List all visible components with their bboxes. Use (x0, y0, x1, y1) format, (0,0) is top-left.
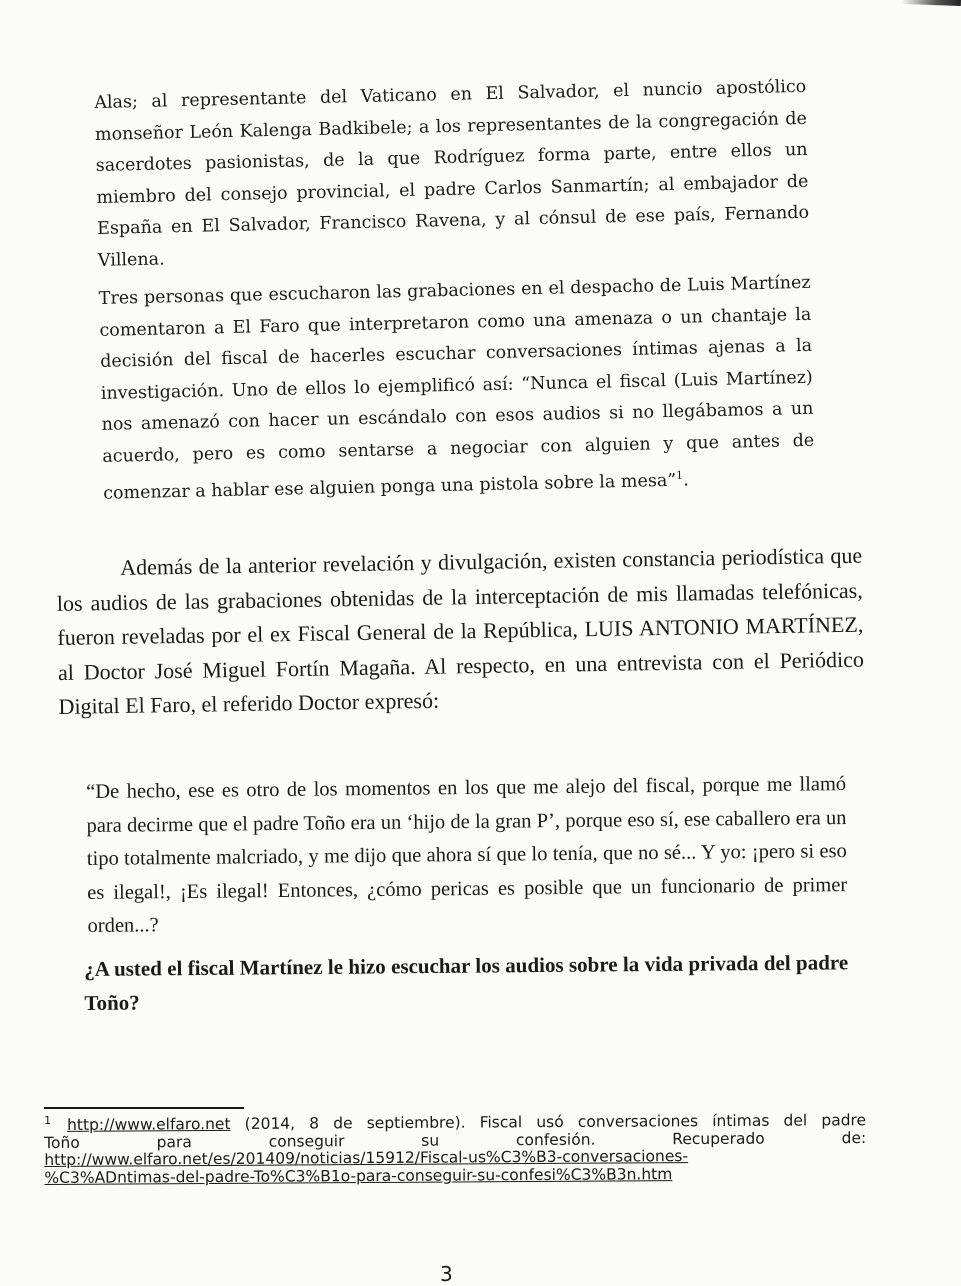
interview-question (84, 945, 849, 1020)
excerpt-end-punctuation: . (682, 470, 690, 491)
footnote-url-link-part-2[interactable]: %C3%ADntimas-del-padre-To%C3%B1o-para-conseguir-su-confesi%C3%B3n.htm (44, 1164, 673, 1187)
excerpt-paragraph-2-text: Tres personas que escucharon las grabaciones en el despacho de Luis Martínez comentaron a El Faro que interpretaron como una amenaza o un chantaje la decisión del fiscal de hacerles escuchar conversaciones íntimas ajenas a la investigación. Uno de ellos lo ejemplificó así: “Nunca el fiscal (Luis Martínez) nos amenazó con hacer un escándalo con esos audios si no llegábamos a un acuerdo, pero es como sentarse a negociar con alguien y que antes de comenzar a hablar ese alguien ponga una pistola sobre la mesa” (98, 272, 815, 504)
footnote-url-link-part-1[interactable]: http://www.elfaro.net/es/201409/noticias/15912/Fiscal-us%C3%B3-conversaciones- (44, 1147, 689, 1170)
footnote-citation-line-1: (2014, 8 de septiembre). Fiscal usó conversaciones íntimas del padre (230, 1111, 867, 1134)
excerpt-paragraph-1: Alas; al representante del Vaticano en El Salvador, el nuncio apostólico monseñor León Kalenga Badkibele; a los representantes de la congregación de sacerdotes pasionistas, de la que Rodríguez forma parte, entre ellos un miembro del consejo provincial, el padre Carlos Sanmartín; al embajador de España en El Salvador, Francisco Ravena, y al cónsul de ese país, Fernando Villena. (94, 76, 810, 271)
footnote-divider (44, 1107, 244, 1109)
footnote-marker: 1 (44, 1113, 52, 1127)
page-number: 3 (440, 1262, 453, 1286)
footnote-reference[interactable]: 1 (675, 468, 684, 482)
cited-article-excerpt (94, 72, 816, 517)
footnote (44, 1107, 866, 1187)
footnote-source-link[interactable]: http://www.elfaro.net (67, 1115, 231, 1135)
interview-quote-text: “De hecho, ese es otro de los momentos en los que me alejo del fiscal, porque me llamó para decirme que el padre Toño era un ‘hijo de la gran P’, porque eso sí, ese caballero era un tipo totalmente malcriado, y me dijo que ahora sí que lo tenía, que no sé... Y yo: ¡pero si eso es ilegal!, ¡Es ilegal! Entonces, ¿cómo pericas es posible que un funcionario de primer orden...? (86, 773, 848, 937)
main-body (56, 539, 865, 725)
footnote-citation-line-2: Toño para conseguir su confesión. Recuperado de: (44, 1128, 867, 1152)
interview-quote (86, 768, 848, 943)
footnote-url-line-2 (44, 1165, 866, 1188)
body-paragraph: Además de la anterior revelación y divulgación, existen constancia periodística que los audios de las grabaciones obtenidas de la interceptación de mis llamadas telefónicas, fueron reveladas por el ex Fiscal General de la República, LUIS ANTONIO MARTÍNEZ, al Doctor José Miguel Fortín Magaña. Al respecto, en una entrevista con el Periódico Digital El Faro, el referido Doctor expresó: (56, 542, 865, 719)
excerpt-paragraph-2 (98, 268, 815, 510)
scan-edge-mark (901, 0, 961, 6)
interview-question-text: ¿A usted el fiscal Martínez le hizo escuchar los audios sobre la vida privada del padre Toño? (84, 950, 849, 1015)
